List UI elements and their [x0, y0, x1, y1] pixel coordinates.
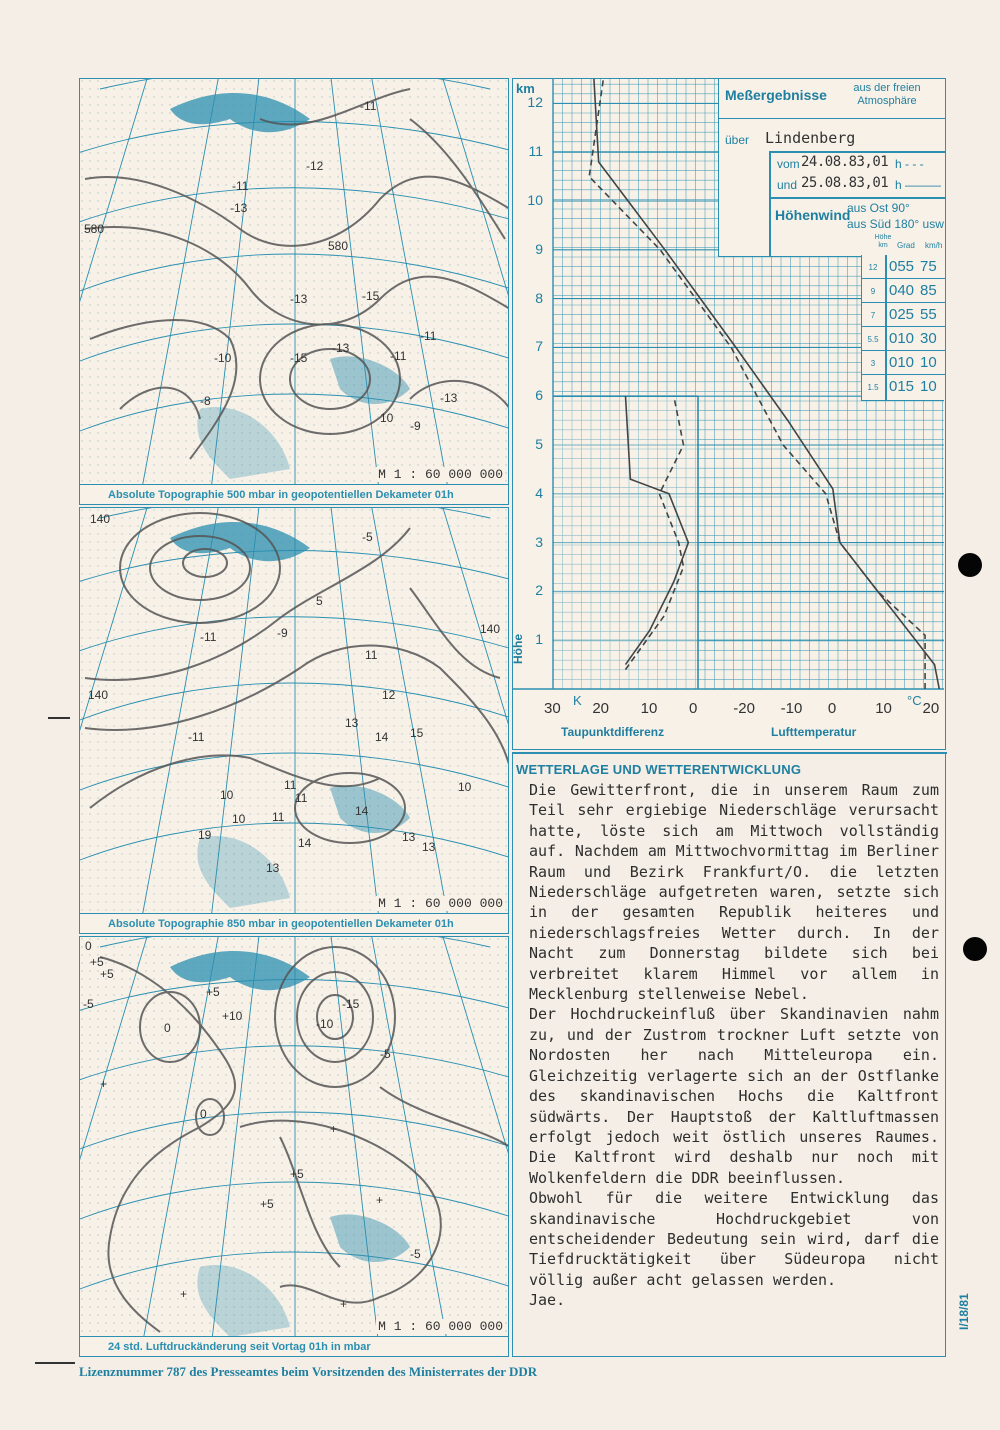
contour-label: 580 — [84, 222, 105, 236]
km-label: km — [516, 81, 535, 96]
contour-label: 11 — [272, 810, 285, 824]
legend-box — [718, 79, 944, 257]
map-pressure-change — [79, 936, 509, 1357]
date2-prefix: und — [777, 178, 798, 192]
contour-label: 140 — [90, 512, 111, 526]
contour-label: 14 — [355, 804, 369, 818]
contour-label: 10 — [458, 780, 472, 794]
wind-height: 7 — [870, 311, 876, 320]
x-tick-label: 0 — [827, 700, 837, 717]
x-label-left: Taupunktdifferenz — [561, 725, 665, 739]
contour-label: 13 — [422, 840, 436, 854]
contour-label: +5 — [290, 1167, 304, 1181]
contour-label: -11 — [390, 349, 407, 363]
contour-label: -10 — [316, 1017, 334, 1031]
y-tick-label: 1 — [535, 631, 543, 648]
contour-label: 10 — [380, 411, 394, 425]
contour-label: -5 — [83, 997, 94, 1011]
sounding-panel — [512, 78, 946, 750]
contour-label: 19 — [198, 828, 212, 842]
y-tick-label: 7 — [535, 338, 543, 355]
wind-speed: 10 — [920, 378, 937, 395]
contour-label: + — [340, 1297, 348, 1311]
wind-row — [862, 255, 945, 279]
k-label: K — [573, 693, 582, 708]
y-tick-label: 2 — [535, 582, 543, 599]
contour-label: -13 — [332, 341, 350, 355]
contour-label: -15 — [290, 351, 308, 365]
contour-label: -5 — [380, 1047, 391, 1061]
contour-label: + — [330, 1122, 338, 1136]
contour-label: -10 — [214, 351, 232, 365]
map-caption: Absolute Topographie 500 mbar in geopotentiellen Dekameter 01h — [80, 484, 508, 504]
wind-direction: 055 — [889, 258, 915, 275]
contour-label: 11 — [365, 648, 378, 662]
contour-label: 10 — [220, 788, 234, 802]
contour-label: + — [180, 1287, 188, 1301]
contour-label: -13 — [440, 391, 458, 405]
wind-row — [862, 375, 945, 399]
map-pressure-labels — [80, 937, 509, 1338]
y-tick-label: 8 — [535, 289, 543, 306]
y-tick-label: 12 — [527, 94, 543, 111]
contour-label: 15 — [410, 726, 424, 740]
wind-height: 3 — [870, 359, 876, 368]
contour-label: 10 — [232, 812, 246, 826]
wind-table — [861, 255, 944, 401]
wind-speed: 55 — [920, 306, 937, 323]
contour-label: 0 — [85, 939, 92, 953]
wind-height: 1.5 — [867, 383, 879, 392]
contour-label: 11 — [295, 791, 308, 805]
side-code: I/18/81 — [957, 1293, 971, 1330]
contour-label: -12 — [306, 159, 324, 173]
contour-label: -13 — [230, 201, 248, 215]
contour-label: -9 — [277, 626, 288, 640]
y-tick-label: 11 — [528, 143, 543, 160]
footer-line — [35, 1362, 75, 1364]
wind-speed: 85 — [920, 282, 937, 299]
contour-label: 14 — [298, 836, 312, 850]
x-tick-label: 10 — [875, 700, 892, 717]
dewpoint-region — [554, 397, 697, 688]
contour-label: 12 — [382, 688, 396, 702]
contour-label: 14 — [375, 730, 389, 744]
contour-label: -11 — [188, 730, 205, 744]
x-tick-label: 20 — [922, 700, 940, 717]
y-tick-label: 6 — [535, 387, 543, 404]
date2-suffix: h ——— — [895, 178, 942, 192]
x-label-right: Lufttemperatur — [771, 725, 857, 739]
x-tick-label: 0 — [689, 700, 698, 717]
article-paragraph: Der Hochdruckeinfluß über Skandinavien nahm zu, und der Zustrom trockner Luft setzte von Nordosten her nach Mitteleuropa ein. Gleichzeitig verlagerte sich an der Ostflanke des skandinavischen Hochs die Kaltfront südwärts. Der Hauptstoß der Kaltluftmassen erfolgt jedoch weit östlich unseres Raumes. Die Kaltfront wird deshalb nur noch mit Wolkenfeldern die DDR beeinflussen. — [529, 1005, 939, 1187]
contour-label: +10 — [222, 1009, 243, 1023]
contour-label: 13 — [266, 861, 280, 875]
wind-row — [862, 279, 945, 303]
wind-row — [862, 303, 945, 327]
contour-label: -11 — [232, 179, 249, 193]
x-tick-label: -10 — [780, 700, 803, 717]
wind-speed: 75 — [920, 258, 937, 275]
hoehe-label: Höhe — [511, 634, 525, 664]
article-heading: WETTERLAGE UND WETTERENTWICKLUNG — [516, 762, 802, 777]
date2-value: 25.08.83,01 — [801, 175, 889, 191]
y-tick-label: 4 — [535, 484, 543, 501]
map-850mbar — [79, 507, 509, 934]
contour-label: -9 — [410, 419, 421, 433]
map-500mbar-labels — [80, 79, 509, 486]
article-paragraph: Obwohl für die weitere Entwicklung das skandinavische Hochdruckgebiet von entscheidender Bedeutung sein wird, darf die Tiefdrucktätigkeit über Südeuropa nicht völlig außer acht gelassen werden. — [529, 1189, 939, 1289]
location-value: Lindenberg — [765, 129, 856, 147]
contour-label: +5 — [100, 967, 114, 981]
contour-label: 140 — [88, 688, 109, 702]
wind-row — [862, 351, 945, 375]
contour-label: -11 — [420, 329, 437, 343]
wind-direction: 010 — [889, 354, 915, 371]
wind-height: 5.5 — [867, 335, 879, 344]
contour-label: -8 — [200, 394, 211, 408]
punch-hole — [958, 553, 982, 577]
x-tick-label: -20 — [733, 700, 755, 717]
contour-label: -13 — [290, 292, 308, 306]
article-paragraph: Die Gewitterfront, die in unserem Raum zum Teil sehr ergiebige Niederschläge verursacht hatte, löste sich am Mittwoch vollständig auf. Nachdem am Mittwochvormittag im Berliner Raum und Bezirk Frankfurt/O. die letzten Niederschläge aufgetreten waren, setzte sich in der gesamten Republik heiteres und niederschlagsfreies Wetter durch. In der Nacht zum Donnerstag bildete sich bei verbreitet klarem Himmel vor allem in Mecklenburg stellenweise Nebel. — [529, 781, 939, 1004]
legend-subtitle: aus der freien Atmosphäre — [853, 82, 921, 107]
wind-south: aus Süd 180° usw — [847, 217, 944, 231]
wind-row — [862, 327, 945, 351]
contour-label: 0 — [164, 1021, 171, 1035]
wind-direction: 010 — [889, 330, 915, 347]
col-grad: Grad — [897, 241, 915, 250]
wind-east: aus Ost 90° — [847, 201, 910, 215]
contour-label: 13 — [402, 830, 416, 844]
contour-label: 140 — [480, 622, 501, 636]
map-caption: Absolute Topographie 850 mbar in geopotentiellen Dekameter 01h — [80, 913, 508, 933]
article-body — [529, 780, 939, 1311]
contour-label: +5 — [260, 1197, 274, 1211]
map-caption: 24 std. Luftdruckänderung seit Vortag 01h in mbar — [80, 1336, 508, 1356]
col-speed: km/h — [925, 241, 943, 250]
contour-label: 5 — [316, 594, 323, 608]
map-scale: M 1 : 60 000 000 — [378, 896, 503, 911]
punch-hole — [963, 937, 987, 961]
date1-suffix: h - - - — [895, 157, 924, 171]
contour-label: 0 — [200, 1107, 207, 1121]
y-tick-label: 9 — [535, 240, 543, 257]
contour-label: + — [376, 1193, 384, 1207]
contour-label: -11 — [200, 630, 217, 644]
c-label: °C — [907, 693, 922, 708]
map-850mbar-labels — [80, 508, 509, 915]
map-scale: M 1 : 60 000 000 — [378, 1319, 503, 1334]
x-tick-label: 30 — [544, 700, 561, 717]
map-scale: M 1 : 60 000 000 — [378, 467, 503, 482]
y-tick-label: 3 — [535, 533, 543, 550]
contour-label: +5 — [90, 955, 104, 969]
side-mark — [48, 717, 70, 719]
contour-label: -11 — [360, 99, 377, 113]
wind-direction: 025 — [889, 306, 915, 323]
contour-label: 580 — [328, 239, 349, 253]
wind-speed: 30 — [920, 330, 937, 347]
location-label: über — [725, 133, 750, 147]
article-author: Jae. — [529, 1291, 566, 1310]
contour-label: -5 — [410, 1247, 421, 1261]
contour-label: -15 — [342, 997, 360, 1011]
legend-title: Meßergebnisse — [725, 87, 827, 103]
map-500mbar — [79, 78, 509, 505]
contour-label: + — [100, 1077, 108, 1091]
wind-direction: 015 — [889, 378, 915, 395]
contour-label: 11 — [284, 778, 297, 792]
wind-height: 9 — [870, 287, 876, 296]
x-tick-label: 10 — [640, 700, 658, 717]
wind-label: Höhenwind — [775, 207, 851, 223]
wind-height: 12 — [868, 263, 878, 272]
wind-speed: 10 — [920, 354, 937, 371]
contour-label: +5 — [206, 985, 220, 999]
col-hoehe: Höhe km — [874, 234, 892, 249]
contour-label: 13 — [345, 716, 359, 730]
y-tick-label: 5 — [535, 436, 543, 452]
contour-label: -5 — [362, 530, 373, 544]
wind-direction: 040 — [889, 282, 915, 299]
contour-label: -15 — [362, 289, 380, 303]
footer: Lizenznummer 787 des Presseamtes beim Vorsitzenden des Ministerrates der DDR — [79, 1364, 538, 1379]
date1-value: 24.08.83,01 — [801, 154, 889, 170]
y-tick-label: 10 — [527, 192, 543, 208]
x-tick-label: 20 — [592, 700, 610, 717]
date1-prefix: vom — [777, 157, 800, 171]
